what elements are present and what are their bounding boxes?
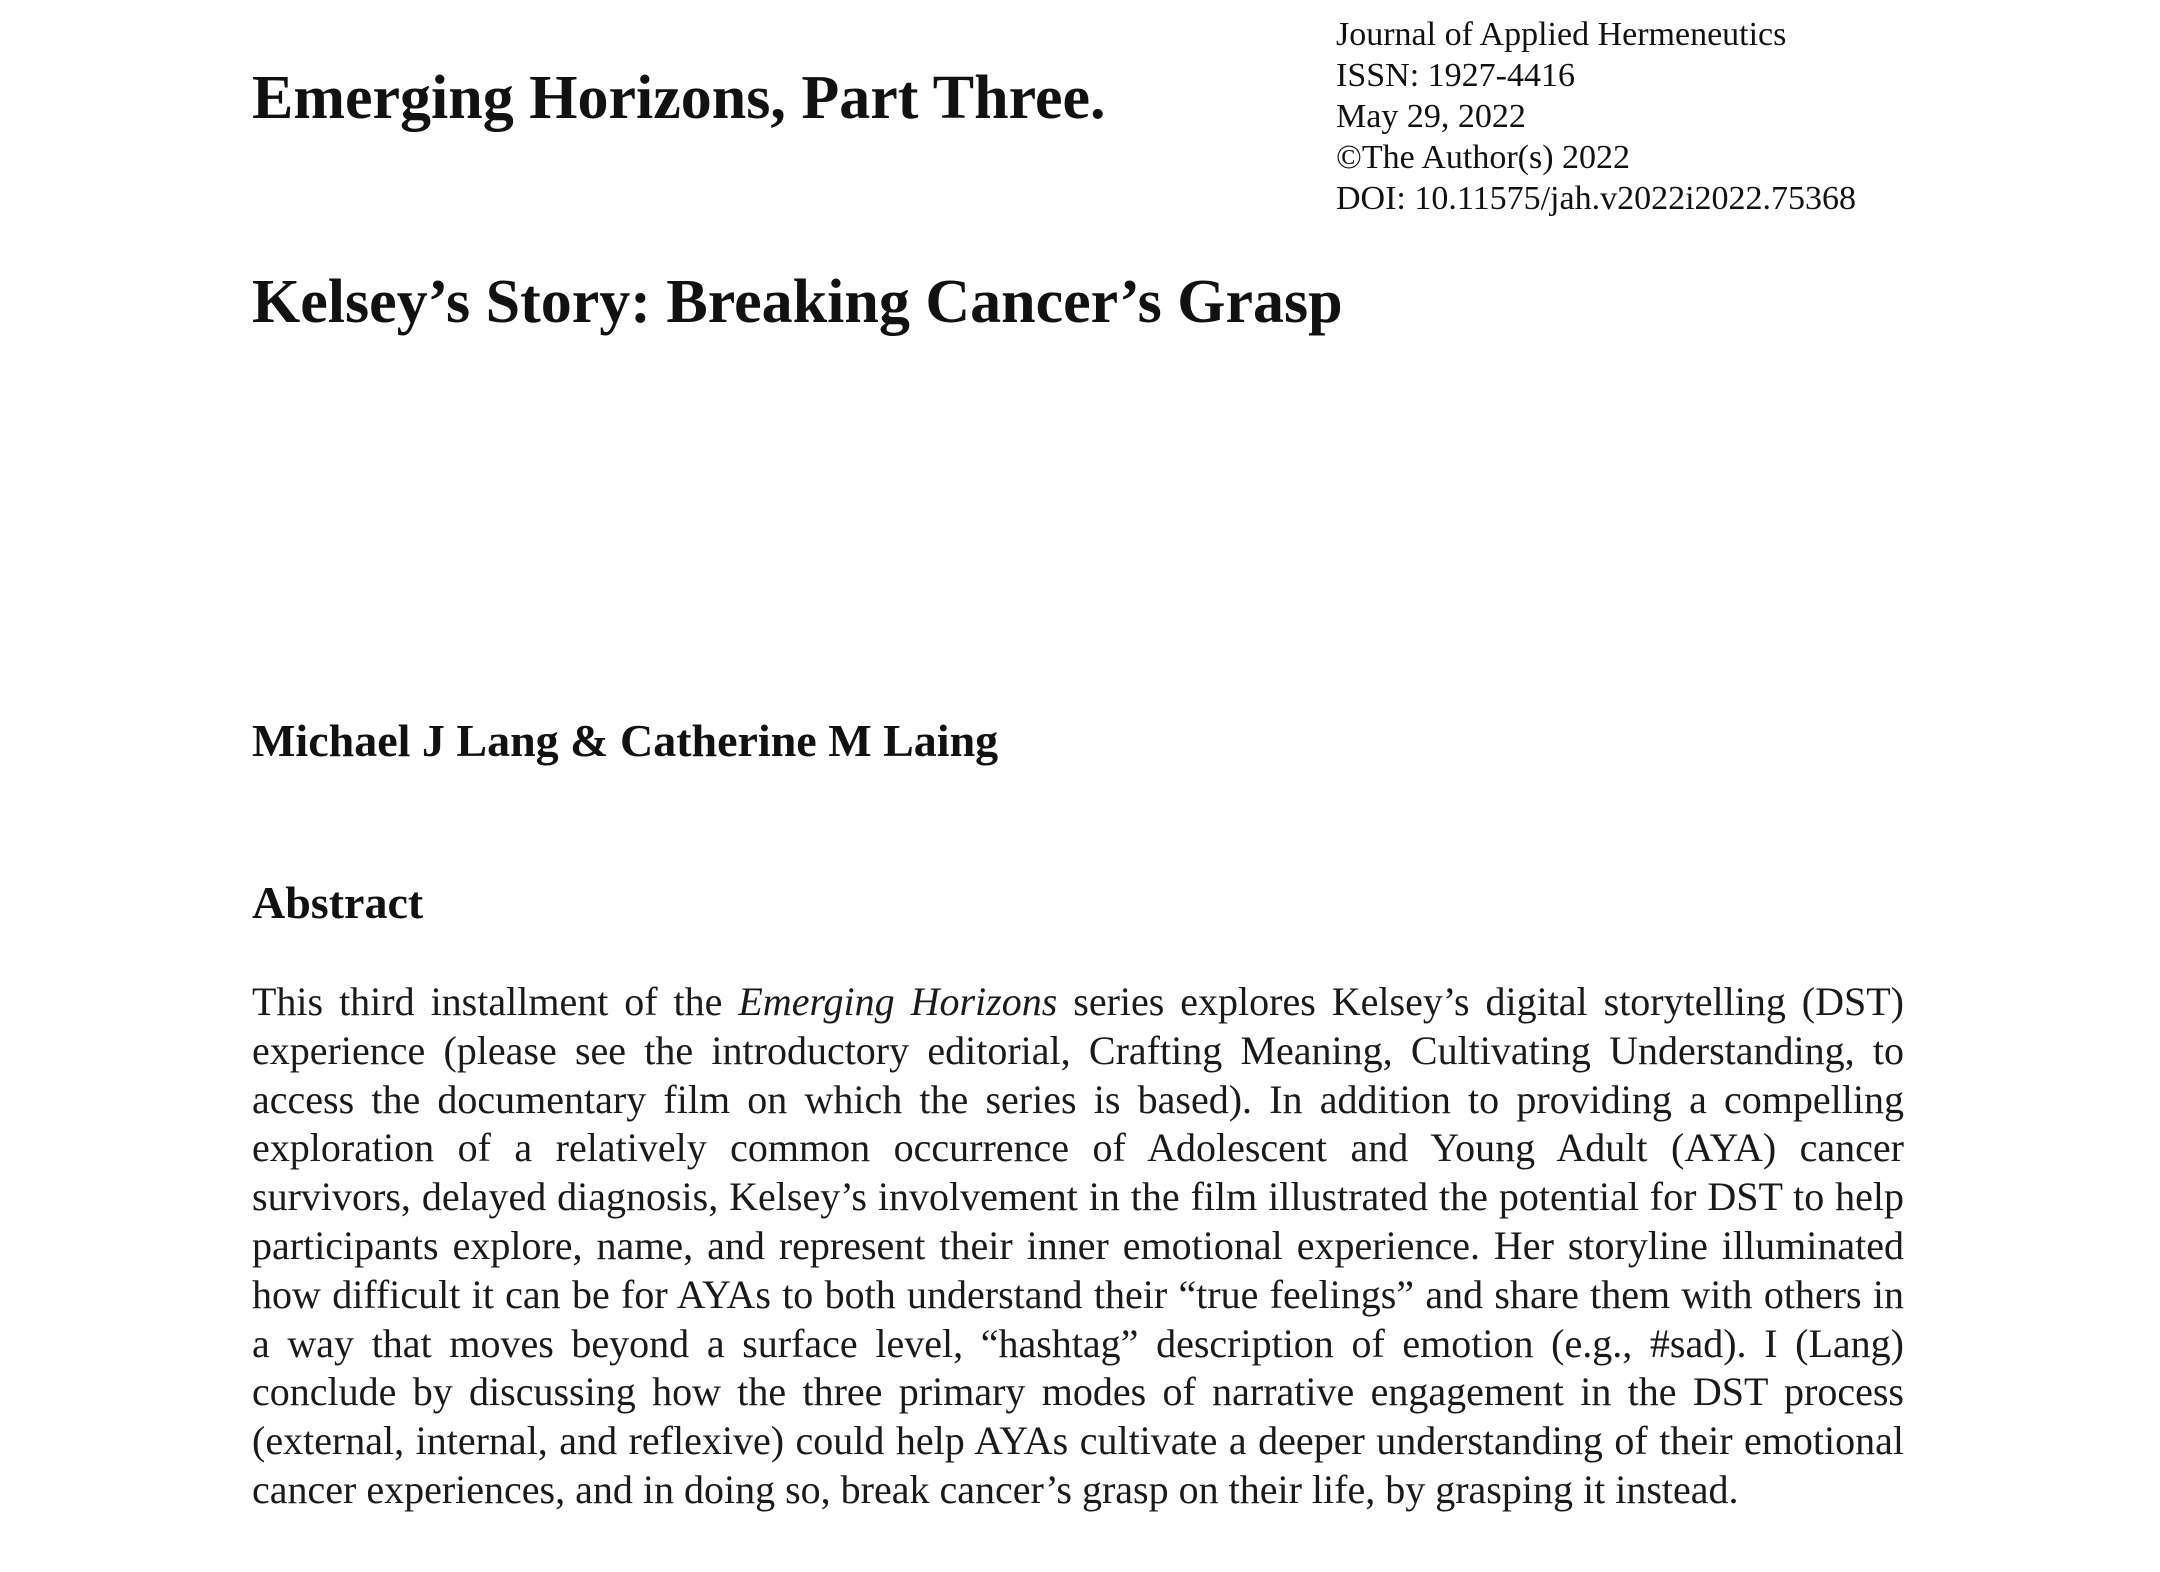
abstract-text-start: This third installment of the — [252, 979, 739, 1024]
journal-metadata — [1336, 14, 1936, 219]
publication-date: May 29, 2022 — [1336, 98, 1526, 135]
abstract-heading: Abstract — [252, 877, 424, 928]
journal-name: Journal of Applied Hermeneutics — [1336, 16, 1787, 53]
abstract-body — [252, 978, 1904, 1515]
abstract-text-rest: series explores Kelsey’s digital storytelling (DST) experience (please see the introductory editorial, Crafting Meaning, Cultivating Understanding, to access the documentary film on which the series is based). In addition to providing a compelling exploration of a relatively common occurrence of Adolescent and Young Adult (AYA) cancer survivors, delayed diagnosis, Kelsey’s involvement in the film illustrated the potential for DST to help participants explore, name, and represent their inner emotional experience. Her storyline illuminated how difficult it can be for AYAs to both understand their “true feelings” and share them with others in a way that moves beyond a surface level, “hashtag” description of emotion (e.g., #sad). I (Lang) conclude by discussing how the three primary modes of narrative engagement in the DST process (external, internal, and reflexive) could help AYAs cultivate a deeper understanding of their emotional cancer experiences, and in doing so, break cancer’s grasp on their life, by grasping it instead. — [252, 979, 1904, 1512]
doi: DOI: 10.11575/jah.v2022i2022.75368 — [1336, 180, 1857, 217]
abstract-series-name: Emerging Horizons — [738, 979, 1058, 1024]
article-title: Kelsey’s Story: Breaking Cancer’s Grasp — [252, 268, 1343, 336]
series-title: Emerging Horizons, Part Three. — [252, 64, 1106, 132]
journal-issn: ISSN: 1927-4416 — [1336, 57, 1575, 94]
author-list: Michael J Lang & Catherine M Laing — [252, 715, 999, 766]
copyright-notice: ©The Author(s) 2022 — [1336, 139, 1631, 176]
